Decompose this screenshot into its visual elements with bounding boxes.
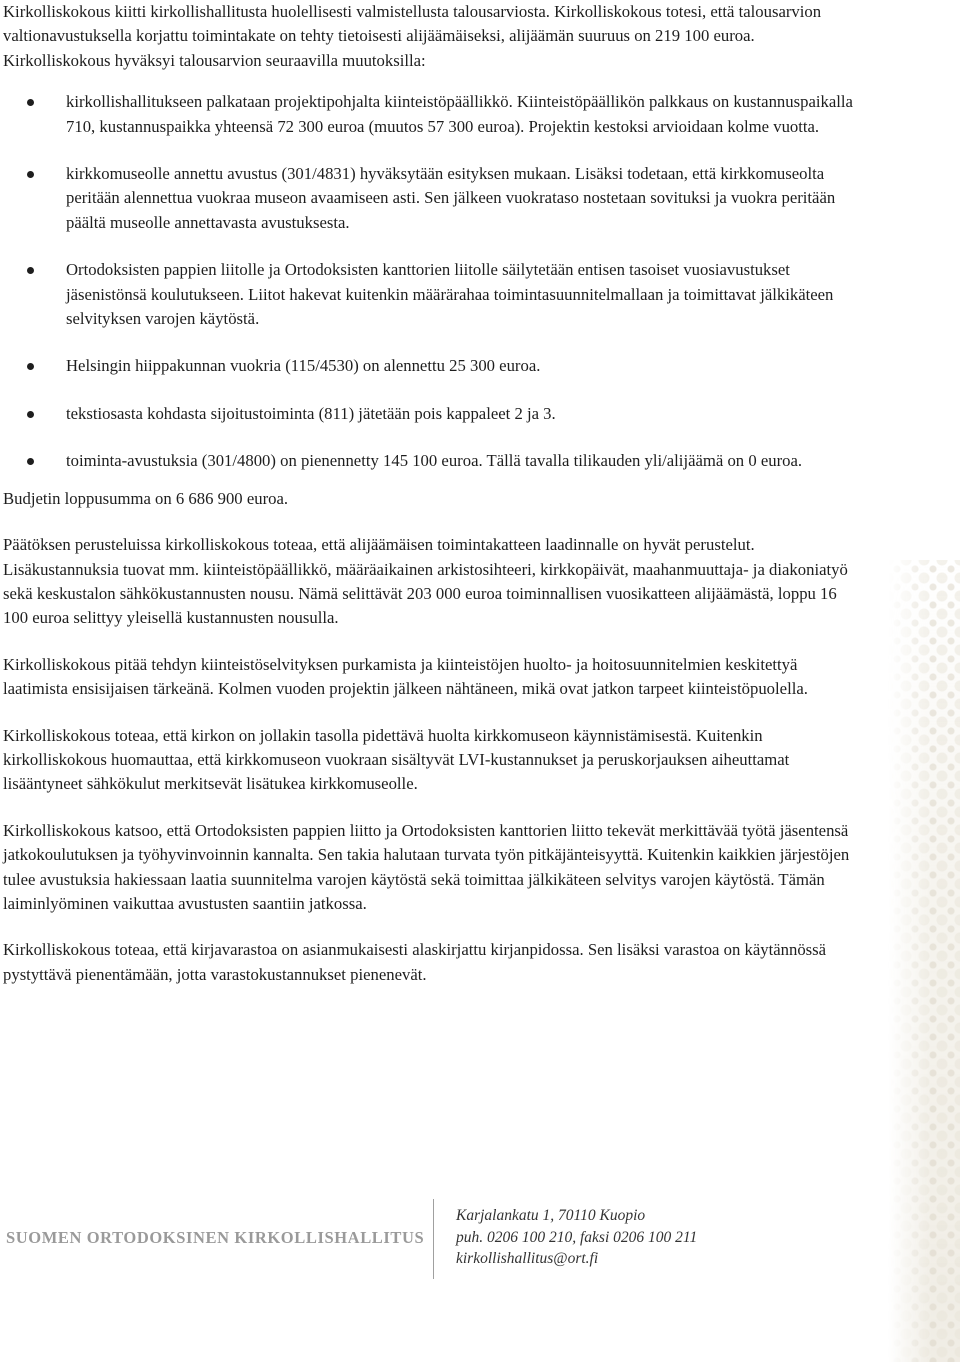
footer-divider xyxy=(433,1199,434,1279)
organization-name: SUOMEN ORTODOKSINEN KIRKOLLISHALLITUS xyxy=(6,1228,425,1247)
phone-line: puh. 0206 100 210, faksi 0206 100 211 xyxy=(456,1228,698,1246)
church-museum-paragraph: Kirkolliskokous toteaa, että kirkon on jollakin tasolla pidettävä huolta kirkkomuseon käynnistämisestä. Kuitenkin kirkolliskokous huomauttaa, että kirkkomuseon vuokraan sisältyvät LVI-kustannukset ja peruskorjauksen aiheuttamat lisääntyneet sähkökulut merkitsevät lisätukea kirkkomuseolle. xyxy=(3,725,790,794)
book-inventory-paragraph: Kirkolliskokous toteaa, että kirjavarastoa on asianmukaisesti alaskirjattu kirjanpidossa. Sen lisäksi varastoa on käytännössä pystyttävä pienentämään, jotta varastokustannukset pienenevät. xyxy=(3,940,827,984)
list-item xyxy=(3,449,853,473)
contact-block xyxy=(456,1205,697,1270)
associations-paragraph: Kirkolliskokous katsoo, että Ortodoksisten pappien liitto ja Ortodoksisten kanttorien liitto tekevät merkittävää työtä jäsentensä jatkokoulutuksen ja työhyvinvoinnin kannalta. Sen takia halutaan turvata työn pitkäjänteisyyttä. Kuitenkin kaikkien järjestöjen tulee avustuksia hakiessaan laatia suunnitelma varojen käytöstä sekä toimittaa jälkikäteen selvitys varojen käytöstä. Tämän laiminlyöminen vaikuttaa avustusten saantiin jatkossa. xyxy=(3,820,850,913)
list-item xyxy=(3,354,853,378)
list-item-text: Ortodoksisten pappien liitolle ja Ortodoksisten kanttorien liitolle säilytetään entisen tasoiset vuosiavustukset jäsenistönsä koulutukseen. Liitot hakevat kuitenkin määrärahaa toimintasuunnitelmallaan ja toimittavat jälkikäteen selvityksen varojen käytöstä. xyxy=(66,260,834,329)
list-item-text: kirkollishallitukseen palkataan projektipohjalta kiinteistöpäällikkö. Kiinteistöpäällikön palkkaus on kustannuspaikalla 710, kustannuspaikka yhteensä 72 300 euroa (muutos 57 300 euroa). Projektin kestoksi arvioidaan kolme vuotta. xyxy=(66,92,853,136)
justification-paragraph: Päätöksen perusteluissa kirkolliskokous toteaa, että alijäämäisen toimintakatteen laadinnalle on hyvät perustelut. Lisäkustannuksia tuovat mm. kiinteistöpäällikkö, määräaikainen arkistosihteeri, kirkkopäivät, maahanmuuttaja- ja diakoniatyö sekä keskustalon sähkökustannusten nousu. Nämä selittävät 203 000 euroa toiminnallisen vuosikatteen alijäämästä, loppu 16 100 euroa selittyy yleisellä kustannusten nousulla. xyxy=(3,535,848,628)
bullet-icon xyxy=(27,99,34,106)
list-item-text: tekstiosasta kohdasta sijoitustoiminta (811) jätetään pois kappaleet 2 ja 3. xyxy=(66,403,556,423)
bullet-icon xyxy=(27,267,34,274)
amendment-list xyxy=(3,90,853,473)
list-item xyxy=(3,402,853,426)
list-item xyxy=(3,90,853,139)
budget-total-paragraph: Budjetin loppusumma on 6 686 900 euroa. xyxy=(3,488,289,508)
bullet-icon xyxy=(27,411,34,418)
property-survey-paragraph: Kirkolliskokous pitää tehdyn kiinteistöselvityksen purkamista ja kiinteistöjen huolto- ja hoitosuunnitelmien keskitettyä laatimista ensisijaisen tärkeänä. Kolmen vuoden projektin jälkeen nähtäneen, mikä ovat jatkon tarpeet kiinteistöpuolella. xyxy=(3,654,808,699)
intro-paragraph: Kirkolliskokous kiitti kirkollishallitusta huolellisesti valmistellusta talousarviosta. Kirkolliskokous totesi, että talousarvion valtionavustuksella korjattu toimintakate on tehty tietoisesti alijäämäiseksi, alijäämän suuruus on 219 100 euroa. Kirkolliskokous hyväksyi talousarvion seuraavilla muutoksilla: xyxy=(3,2,822,70)
address-line: Karjalankatu 1, 70110 Kuopio xyxy=(456,1207,646,1224)
list-item-text: kirkkomuseolle annettu avustus (301/4831) hyväksytään esityksen mukaan. Lisäksi todetaan, että kirkkomuseolta peritään alennettua vuokraa museon avaamiseen asti. Sen jälkeen vuokrataso nostetaan sovituksi ja vuokra peritään päältä museolle annettavasta avustuksesta. xyxy=(66,164,836,232)
document-body xyxy=(3,0,853,1009)
bullet-icon xyxy=(27,171,34,178)
letterhead-footer xyxy=(0,1196,960,1286)
bullet-icon xyxy=(27,363,34,370)
bullet-icon xyxy=(27,458,34,465)
email-line: kirkollishallitus@ort.fi xyxy=(456,1250,599,1267)
list-item xyxy=(3,162,853,235)
list-item-text: toiminta-avustuksia (301/4800) on pienennetty 145 100 euroa. Tällä tavalla tilikauden yli/alijäämä on 0 euroa. xyxy=(66,451,803,471)
list-item xyxy=(3,258,853,331)
list-item-text: Helsingin hiippakunnan vuokria (115/4530) on alennettu 25 300 euroa. xyxy=(66,356,541,376)
